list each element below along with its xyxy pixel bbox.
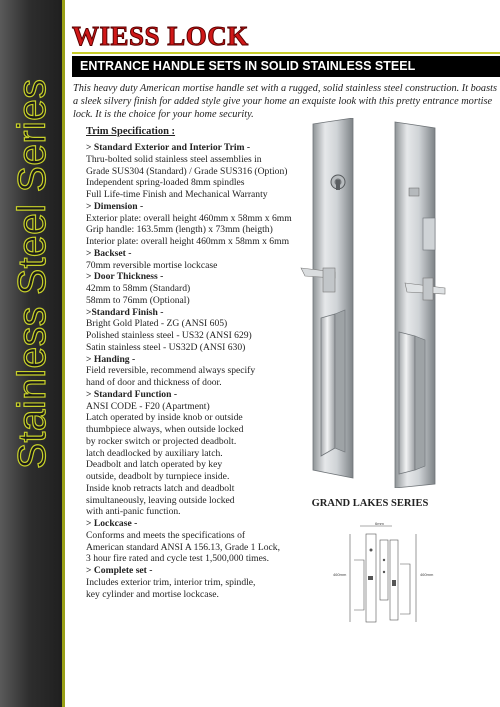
spec-line: Field reversible, recommend always specify [86, 365, 256, 377]
drawing-left-dimension: 460mm [333, 572, 347, 577]
spec-heading: > Handing - [86, 353, 136, 365]
spec-heading: > Standard Function - [86, 388, 178, 400]
spec-line: 42mm to 58mm (Standard) [86, 283, 191, 294]
drawing-right-dimension: 460mm [420, 572, 434, 577]
spec-line: Bright Gold Plated - ZG (ANSI 605) [86, 318, 228, 330]
spec-line: Satin stainless steel - US32D (ANSI 630) [86, 341, 246, 353]
spec-line: 70mm reversible mortise lockcase [86, 259, 218, 271]
spec-line: hand of door and thickness of door. [86, 377, 222, 388]
spec-line: 3 hour fire rated and cycle test 1,500,000 times. [86, 553, 270, 565]
spec-line: thumbpiece always, when outside locked [86, 424, 244, 435]
spec-line: Interior plate: overall height 460mm x 58mm x 6mm [86, 236, 290, 247]
spec-line: Includes exterior trim, interior trim, spindle, [86, 576, 256, 588]
vertical-series-title: Stainless Steel Series [10, 78, 54, 469]
drawing-top-dimension: 6mm [375, 521, 384, 526]
spec-line: Polished stainless steel - US32 (ANSI 629) [86, 330, 252, 341]
spec-list [86, 142, 322, 600]
brand-logo: WIESS LOCK [72, 21, 249, 51]
spec-heading: > Backset - [86, 247, 132, 259]
spec-heading: > Dimension - [86, 200, 144, 212]
spec-heading: > Lockcase - [86, 518, 138, 529]
spec-line: Independent spring-loaded 8mm spindles [86, 177, 245, 189]
section-banner: ENTRANCE HANDLE SETS IN SOLID STAINLESS STEEL [72, 56, 500, 77]
trim-spec-heading: Trim Specification : [86, 126, 176, 137]
spec-heading: > Door Thickness - [86, 271, 164, 283]
spec-line: Conforms and meets the specifications of [86, 529, 246, 541]
spec-line: American standard ANSI A 156.13, Grade 1 Lock, [86, 541, 280, 553]
spec-line: by rocker switch or projected deadbolt. [86, 435, 237, 447]
spec-line: key cylinder and mortise lockcase. [86, 588, 219, 600]
spec-line: Deadbolt and latch operated by key [86, 459, 223, 471]
spec-line: latch deadlocked by auxiliary latch. [86, 447, 223, 459]
series-caption: GRAND LAKES SERIES [311, 498, 429, 509]
spec-heading: > Complete set - [86, 565, 153, 576]
handle-set-photo [295, 118, 455, 488]
spec-line: Grip handle: 163.5mm (length) x 73mm (heigth) [86, 224, 273, 236]
brand-divider [72, 52, 500, 54]
spec-heading: >Standard Finish - [86, 306, 164, 318]
spec-line: with anti-panic function. [86, 506, 181, 518]
spec-line: Inside knob retracts latch and deadbolt [86, 482, 235, 494]
intro-paragraph: This heavy duty American mortise handle set with a rugged, solid stainless steel construction. It boasts a sleek silvery finish for added style give your home an exquiste look with this pretty entrance mortise lock. It is the choice for your home security. [73, 83, 497, 120]
spec-heading: > Standard Exterior and Interior Trim - [86, 142, 251, 153]
spec-line: Latch operated by inside knob or outside [86, 412, 243, 424]
spec-line: Full Life-time Finish and Mechanical Warranty [86, 189, 268, 200]
spec-line: Thru-bolted solid stainless steel assemblies in [86, 153, 262, 165]
spec-line: simultaneously, leaving outside locked [86, 494, 235, 506]
spec-line: outside, deadbolt by turnpiece inside. [86, 471, 230, 482]
spec-line: Grade SUS304 (Standard) / Grade SUS316 (Option) [86, 165, 288, 177]
spec-line: Exterior plate: overall height 460mm x 58mm x 6mm [86, 212, 292, 224]
spec-line: ANSI CODE - F20 (Apartment) [86, 400, 210, 412]
spec-line: 58mm to 76mm (Optional) [86, 294, 190, 306]
